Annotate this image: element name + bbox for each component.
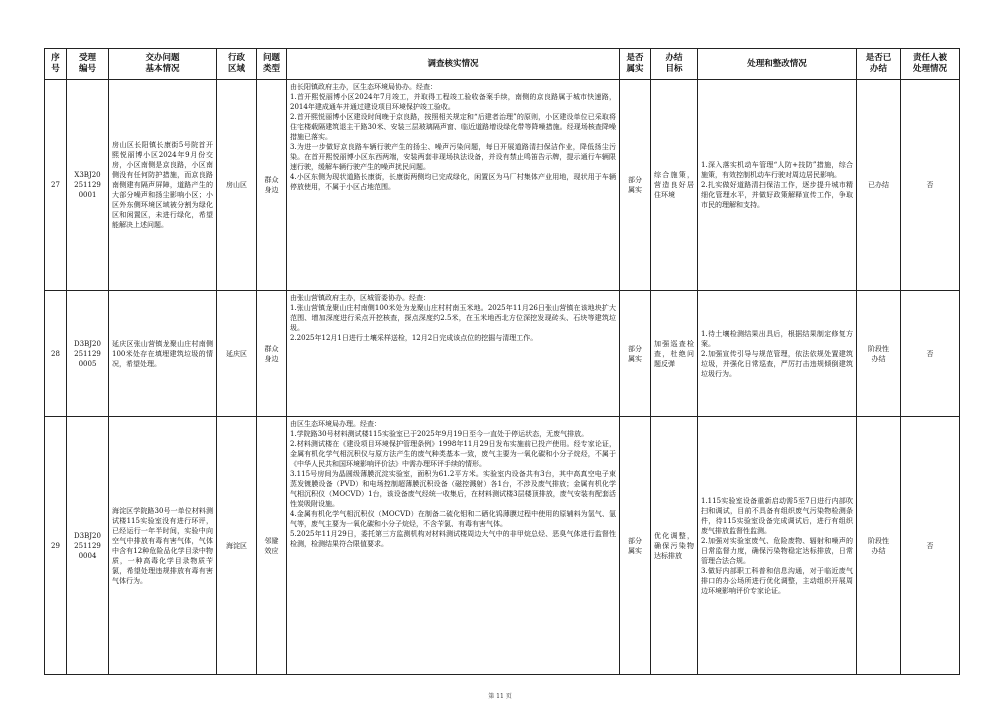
page-number: 第 11 页 (488, 693, 512, 700)
row-verified: 部分 属实 (620, 291, 651, 417)
header-verified-text: 是否 属实 (626, 53, 644, 74)
header-region-text: 行政 区域 (227, 53, 245, 74)
row-verified: 部分 属实 (620, 417, 651, 675)
investigation-para: 4.金属有机化学气相沉积仪（MOCVD）在制备二硫化钼和二硒化钨薄膜过程中使用的原辅料为氢气、氩气等，废气主要为一氧化碳和小分子烷烃，不含苄氯、有毒有害气体。 (290, 510, 616, 528)
investigation-para: 1.张山营镇龙聚山庄村南侧100米处为龙聚山庄村村南玉米地。2025年11月26日张山营镇在该地块扩大范围、增加深度进行采点开挖核查，探点深度约2.5米，在玉米地西北方位深挖发现砖头、石块等建筑垃圾。 (290, 304, 616, 332)
row-verified: 部分 属实 (620, 80, 651, 291)
table-row (45, 291, 960, 417)
header-investigation: 调查核实情况 (287, 49, 620, 80)
header-issue (109, 49, 217, 80)
row-no: 28 (45, 291, 67, 417)
handling-para: 3.做好内部职工科普和信息沟通，对于临近废气排口的办公场所进行优化调整，主动组织开展周边环境影响评价专家论证。 (701, 566, 853, 595)
row-punished: 否 (901, 80, 960, 291)
handling-para: 1.深入落实机动车管理“人防+技防”措施，综合施策，有效控制机动车行驶对周边居民影响。 (701, 161, 853, 179)
header-id (67, 49, 109, 80)
row-closed: 阶段性 办结 (857, 291, 901, 417)
row-punished: 否 (901, 417, 960, 675)
row-punished: 否 (901, 291, 960, 417)
row-closed: 已办结 (857, 80, 901, 291)
row-region: 房山区 (217, 80, 257, 291)
investigation-para: 3.为进一步做好京良路车辆行驶产生的扬尘、噪声污染问题，每日开展道路清扫保洁作业，降低扬尘污染。在首开熙悦丽博小区东西两端，安装两套非现场执法设备，并设有禁止鸣笛告示牌，提示通行车辆限速行驶，缓解车辆行驶产生的噪声扰民问题。 (290, 143, 616, 171)
header-type (257, 49, 287, 80)
header-no: 序号 (45, 49, 67, 80)
row-type: 群众 身边 (257, 291, 287, 417)
row-id: D3BJ20 251129 0005 (67, 291, 109, 417)
row-issue: 房山区长阳镇长康街5号院首开熙悦丽博小区2024年9月份交房，小区南侧是京良路，小区南侧没有任何防护措施，而京良路南侧建有隔声屏障，道路产生的大部分噪声和扬尘影响小区；小区外东侧环境区域被分割为绿化区和闲置区，未进行绿化，希望能解决上述问题。 (109, 80, 217, 291)
row-region: 海淀区 (217, 417, 257, 675)
row-type: 群众 身边 (257, 80, 287, 291)
row-investigation (287, 291, 620, 417)
investigation-para: 2.2025年12月1日进行土壤采样送检，12月2日完成该点位的挖掘与清理工作。 (290, 334, 538, 342)
row-goal: 加强巡查检查，杜绝问题反弹 (651, 291, 698, 417)
handling-para: 2.加强宣传引导与规范管理，依法依规处置建筑垃圾，并强化日常巡查，严厉打击违规倾倒建筑垃圾行为。 (701, 349, 853, 378)
header-handling: 处理和整改情况 (698, 49, 857, 80)
investigation-para: 2.首开熙悦丽博小区建设时间晚于京良路，按照相关规定和“后建者治理”的原则，小区建设单位已采取将住宅楼载隔建筑退主干路30米、安装三层玻璃隔声窗、临近道路增设绿化带等降噪措施。经现场核查降噪措施已落实。 (290, 113, 616, 141)
handling-para: 1.115实验室设备重新启动需5至7日进行内部吹扫和调试，目前不具备有组织废气污染物检测条件，待115实验室设备完成调试后，进行有组织废气排放监督性监测。 (701, 496, 853, 535)
row-handling (698, 80, 857, 291)
investigation-para: 2.材料测试楼在《建设项目环境保护管理条例》1998年11月29日发布实施前已投产使用。经专家论证，金属有机化学气相沉积仪与原方法产生的废气种类基本一致，废气主要为一氧化碳和小分子烷烃，不属于《中华人民共和国环境影响评价法》中需办理环评手续的情形。 (290, 440, 616, 468)
row-region: 延庆区 (217, 291, 257, 417)
row-no: 27 (45, 80, 67, 291)
investigation-para: 5.2025年11月29日，委托第三方监测机构对材料测试楼周边大气中的非甲烷总烃、恶臭气体进行监督性检测，检测结果符合限值要求。 (290, 530, 616, 548)
row-issue: 延庆区张山营镇龙聚山庄村南侧100米处存在填埋建筑垃圾的情况，希望处理。 (109, 291, 217, 417)
table-row (45, 80, 960, 291)
investigation-para: 1.学院路30号材料测试楼115实验室已于2025年9月19日至今一直处于停运状态，无废气排放。 (290, 430, 589, 438)
handling-para: 2.加强对实验室废气、危险废物、辐射和噪声的日常监督力度，确保污染物稳定达标排放，日常管理合法合规。 (701, 536, 853, 565)
investigation-para: 1.首开熙悦丽博小区2024年7月竣工，并取得工程竣工验收备案手续，南侧的京良路属于城市快速路，2014年建成通车并通过建设项目环境保护竣工验收。 (290, 93, 616, 111)
row-no: 29 (45, 417, 67, 675)
header-closed-text: 是否已 办结 (865, 53, 892, 74)
header-goal-text: 办结 目标 (665, 53, 683, 74)
header-type-text: 问题 类型 (262, 53, 280, 74)
handling-para: 2.扎实做好道路清扫保洁工作，逐步提升城市精细化管理水平，并做好政策解释宣传工作，争取市民的理解和支持。 (701, 181, 853, 209)
row-type: 邻避 效应 (257, 417, 287, 675)
header-punished-text: 责任人被 处理情况 (912, 53, 947, 74)
row-id: D3BJ20 251129 0004 (67, 417, 109, 675)
table-header-row (45, 49, 960, 80)
row-goal: 综合施策，营造良好居住环境 (651, 80, 698, 291)
row-handling (698, 417, 857, 675)
row-goal: 优化调整，确保污染物达标排放 (651, 417, 698, 675)
investigation-para: 由张山营镇政府主办，区城管委协办。经查： (290, 294, 430, 302)
row-investigation (287, 80, 620, 291)
header-closed (857, 49, 901, 80)
investigation-para: 3.115号房间为晶圆级薄膜沉淀实验室，面积为61.2平方米。实验室内设备共有3台，其中高真空电子束蒸发镀膜设备（PVD）和电场控制超薄膜沉积设备（磁控溅射）各1台，不涉及废气排放；金属有机化学气相沉积仪（MOCVD）1台，该设备废气经统一收集后，在材料测试楼3层楼顶排放，废气安装有配套活性炭吸附设施。 (290, 470, 616, 508)
header-punished (901, 49, 960, 80)
complaint-table (44, 48, 960, 675)
header-region (217, 49, 257, 80)
row-id: X3BJ20 251129 0001 (67, 80, 109, 291)
header-issue-text: 交办问题 基本情况 (145, 53, 180, 74)
investigation-para: 4.小区东侧为现状道路长康街，长康街两侧均已完成绿化，闲置区为马厂村集体产业用地，现状用于车辆停放使用，不属于小区占地范围。 (290, 173, 616, 191)
investigation-para: 由区生态环境局办理。经查： (290, 420, 381, 428)
row-issue: 海淀区学院路30号一单位材料测试楼115实验室没有进行环评，已经运行一年半时间，实验中向空气中排放有毒有害气体，气体中含有12种危险品化学目录中物质，一种高毒化学目录物质苄氯，希望处理违规排放有毒有害气体行为。 (109, 417, 217, 675)
header-verified (620, 49, 651, 80)
header-goal (651, 49, 698, 80)
row-investigation (287, 417, 620, 675)
table-row (45, 417, 960, 675)
header-id-text: 受理 编号 (78, 53, 96, 74)
investigation-para: 由长阳镇政府主办，区生态环境局协办。经查： (290, 83, 437, 91)
row-handling (698, 291, 857, 417)
handling-para: 1.待土壤检测结果出具后，根据结果制定修复方案。 (701, 329, 853, 348)
row-closed: 阶段性 办结 (857, 417, 901, 675)
